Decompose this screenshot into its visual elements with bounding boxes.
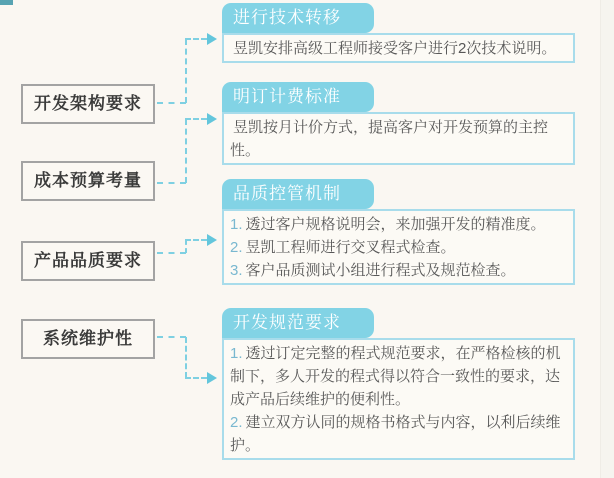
left-node-dev-architecture: 开发架构要求 <box>21 84 155 124</box>
connector4-arrowhead-icon <box>207 372 217 384</box>
connector1-vertical <box>185 39 187 103</box>
body-line <box>230 411 567 457</box>
section-title: 进行技术转移 <box>233 8 341 27</box>
section-billing-standard <box>222 82 575 165</box>
connector3-horizontal <box>157 252 186 254</box>
connector2-vertical <box>185 119 187 183</box>
body-text: 昱凯按月计价方式，提高客户对开发预算的主控性。 <box>230 119 549 159</box>
section-title-tab <box>222 308 374 338</box>
connector3-arrowhead-icon <box>207 234 217 246</box>
list-number: 1. <box>230 345 243 362</box>
connector4-vertical <box>185 337 187 378</box>
connector2-horizontal <box>157 182 186 184</box>
body-text: 透过订定完整的程式规范要求，在严格检核的机制下，多人开发的程式得以符合一致性的要求，达成产品后续维护的便利性。 <box>230 345 561 408</box>
list-number: 2. <box>230 239 243 256</box>
section-title: 明订计费标准 <box>233 87 341 106</box>
section-quality-control <box>222 179 575 285</box>
section-body <box>222 338 575 460</box>
list-number: 3. <box>230 262 243 279</box>
body-line <box>230 213 567 236</box>
left-node-product-quality: 产品品质要求 <box>21 241 155 281</box>
connector4-horizontal <box>157 336 186 338</box>
list-number: 2. <box>230 414 243 431</box>
section-body <box>222 112 575 165</box>
body-line <box>230 259 567 282</box>
left-node-cost-budget: 成本预算考量 <box>21 161 155 201</box>
body-text: 建立双方认同的规格书格式与内容，以利后续维护。 <box>230 414 561 454</box>
section-body <box>222 33 575 63</box>
connector1-arrowhead-icon <box>207 33 217 45</box>
body-text: 客户品质测试小组进行程式及规范检查。 <box>245 262 516 279</box>
connector2-arrowhead-icon <box>207 113 217 125</box>
connector1-arrow-line <box>185 38 207 40</box>
section-title: 品质控管机制 <box>233 184 341 203</box>
section-tech-transfer <box>222 3 575 63</box>
background-right-edge <box>600 0 614 478</box>
connector3-arrow-line <box>185 239 207 241</box>
section-title-tab <box>222 82 374 112</box>
corner-marker <box>0 0 13 5</box>
connector4-arrow-line <box>185 377 207 379</box>
connector2-arrow-line <box>185 118 207 120</box>
body-line <box>230 116 567 162</box>
body-line <box>230 37 567 60</box>
body-text: 昱凯安排高级工程师接受客户进行2次技术说明。 <box>233 40 557 57</box>
left-node-system-maintain: 系统维护性 <box>21 319 155 359</box>
section-body <box>222 209 575 285</box>
connector3-vertical <box>185 240 187 253</box>
section-dev-spec <box>222 308 575 460</box>
section-title-tab <box>222 3 374 33</box>
section-title: 开发规范要求 <box>233 313 341 332</box>
body-text: 透过客户规格说明会，来加强开发的精准度。 <box>245 216 546 233</box>
list-number: 1. <box>230 216 243 233</box>
section-title-tab <box>222 179 374 209</box>
body-line <box>230 342 567 411</box>
body-text: 昱凯工程师进行交叉程式检查。 <box>245 239 456 256</box>
connector1-horizontal <box>157 102 186 104</box>
body-line <box>230 236 567 259</box>
